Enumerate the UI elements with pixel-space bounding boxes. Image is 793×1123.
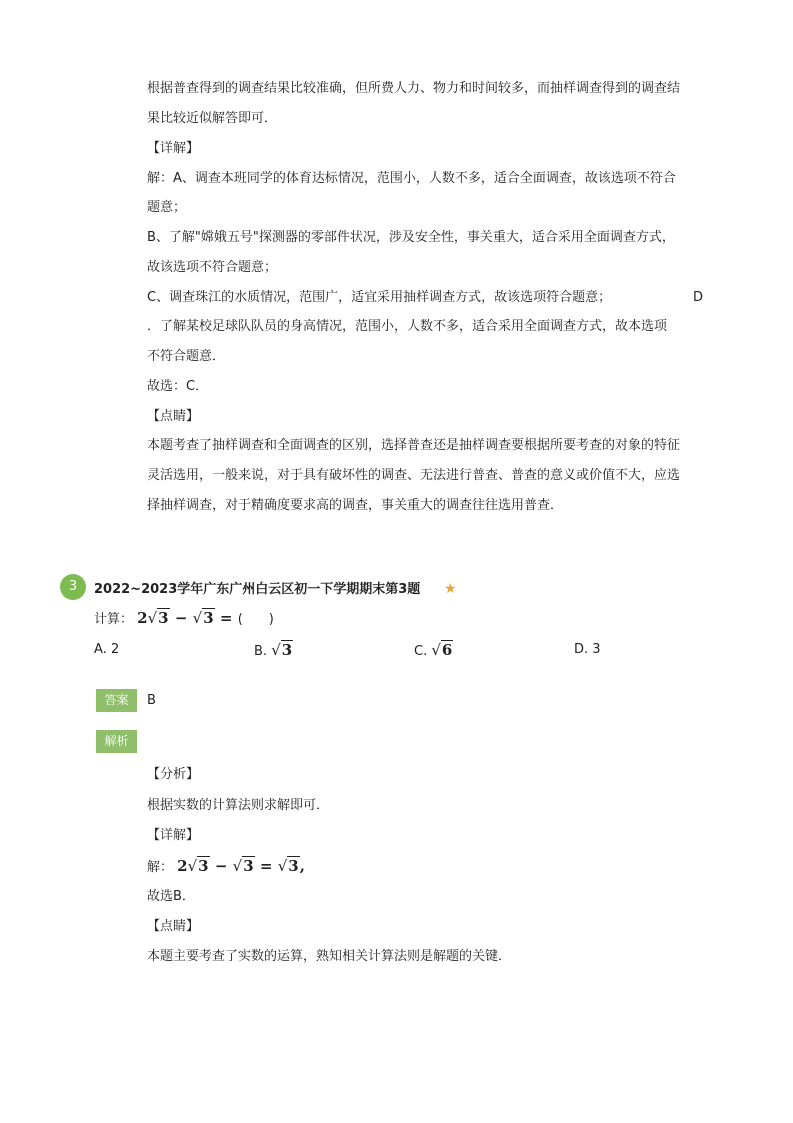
- prev-heading-dianjing: 【点睛】: [147, 409, 200, 424]
- prev-line-14: 灵活选用，一般来说，对于具有破坏性的调查、无法进行普查、普查的意义或价值不大，应选: [147, 468, 681, 483]
- prev-heading-xiangjie: 【详解】: [147, 141, 200, 156]
- prev-option-d-letter: D: [693, 290, 704, 305]
- option-a-label: A.: [94, 642, 111, 657]
- sqrt-icon: √6: [431, 641, 453, 659]
- answer-blank: ( ): [237, 612, 274, 627]
- question-number-badge: 3: [60, 574, 86, 600]
- difficulty-star-icon: ★: [444, 581, 457, 597]
- expr-coefficient: 2: [137, 609, 148, 627]
- prev-conclusion: 故选：C．: [147, 379, 209, 394]
- eq-radicand-2: 3: [243, 857, 254, 875]
- eq-radicand-3: 3: [288, 857, 299, 875]
- analysis-heading-dianjing: 【点睛】: [147, 919, 200, 934]
- analysis-heading-fenxi: 【分析】: [147, 767, 200, 782]
- answer-value: B: [147, 693, 156, 708]
- expr-equals: =: [219, 609, 233, 627]
- option-b-label: B.: [254, 644, 272, 659]
- eq-coefficient: 2: [177, 857, 188, 875]
- option-a-value: 2: [110, 642, 120, 657]
- prev-line-13: 本题考查了抽样调查和全面调查的区别，选择普查还是抽样调查要根据所要考查的对象的特征: [147, 438, 681, 453]
- prompt-expression: [137, 609, 238, 627]
- option-c-label: C.: [414, 644, 432, 659]
- sqrt-icon: √3: [232, 857, 254, 875]
- prev-line-6: B、了解"嫦娥五号"探测器的零部件状况，涉及安全性，事关重大，适合采用全面调查方式，: [147, 230, 675, 245]
- analysis-tag: 解析: [96, 730, 137, 753]
- option-d-label: D.: [574, 642, 593, 657]
- question-prompt: [94, 609, 274, 629]
- eq-radicand-1: 3: [198, 857, 209, 875]
- analysis-equation: [147, 857, 305, 877]
- eq-minus: −: [214, 857, 228, 875]
- option-d: [574, 641, 601, 659]
- option-c-radicand: 6: [441, 641, 453, 659]
- sqrt-icon: √3: [192, 609, 214, 627]
- answer-tag: 答案: [96, 689, 137, 712]
- expr-radicand-2: 3: [203, 609, 214, 627]
- expr-radicand: 3: [158, 609, 169, 627]
- analysis-fenxi-text: 根据实数的计算法则求解即可．: [147, 798, 330, 813]
- prev-line-8: C、调查珠江的水质情况，范围广，适宜采用抽样调查方式，故该选项符合题意；: [147, 290, 612, 305]
- option-c: [414, 641, 453, 661]
- sqrt-icon: √3: [187, 857, 209, 875]
- analysis-dianjing-text: 本题主要考查了实数的运算，熟知相关计算法则是解题的关键．: [147, 949, 512, 964]
- prev-line-7: 故该选项不符合题意；: [147, 260, 278, 275]
- prev-line-4: 解：A、调查本班同学的体育达标情况，范围小，人数不多，适合全面调查，故该选项不符合: [147, 171, 676, 186]
- sqrt-icon: √3: [147, 609, 169, 627]
- question-source: 2022~2023学年广东广州白云区初一下学期期末第3题: [94, 582, 421, 597]
- prev-line-15: 择抽样调查，对于精确度要求高的调查，事关重大的调查往往选用普查．: [147, 498, 564, 513]
- solution-expression: [177, 857, 305, 875]
- analysis-heading-xiangjie: 【详解】: [147, 828, 200, 843]
- option-d-value: 3: [592, 642, 601, 657]
- prev-line-1: 根据普查得到的调查结果比较准确，但所费人力、物力和时间较多，而抽样调查得到的调查结: [147, 81, 681, 96]
- eq-comma: ,: [299, 857, 305, 875]
- prompt-label: 计算：: [94, 612, 134, 627]
- prev-line-2: 果比较近似解答即可．: [147, 111, 278, 126]
- option-a: [94, 641, 119, 659]
- prev-line-9: ．了解某校足球队队员的身高情况，范围小，人数不多，适合采用全面调查方式，故本选项: [147, 319, 668, 334]
- option-b: [254, 641, 293, 661]
- sqrt-icon: √3: [277, 857, 299, 875]
- prev-line-5: 题意；: [147, 200, 187, 215]
- analysis-conclusion: 故选B．: [147, 889, 195, 904]
- expr-minus: −: [174, 609, 188, 627]
- option-b-radicand: 3: [281, 641, 293, 659]
- prev-line-10: 不符合题意．: [147, 349, 226, 364]
- sqrt-icon: √3: [271, 641, 293, 659]
- eq-equals: =: [259, 857, 273, 875]
- jie-label: 解：: [147, 860, 174, 875]
